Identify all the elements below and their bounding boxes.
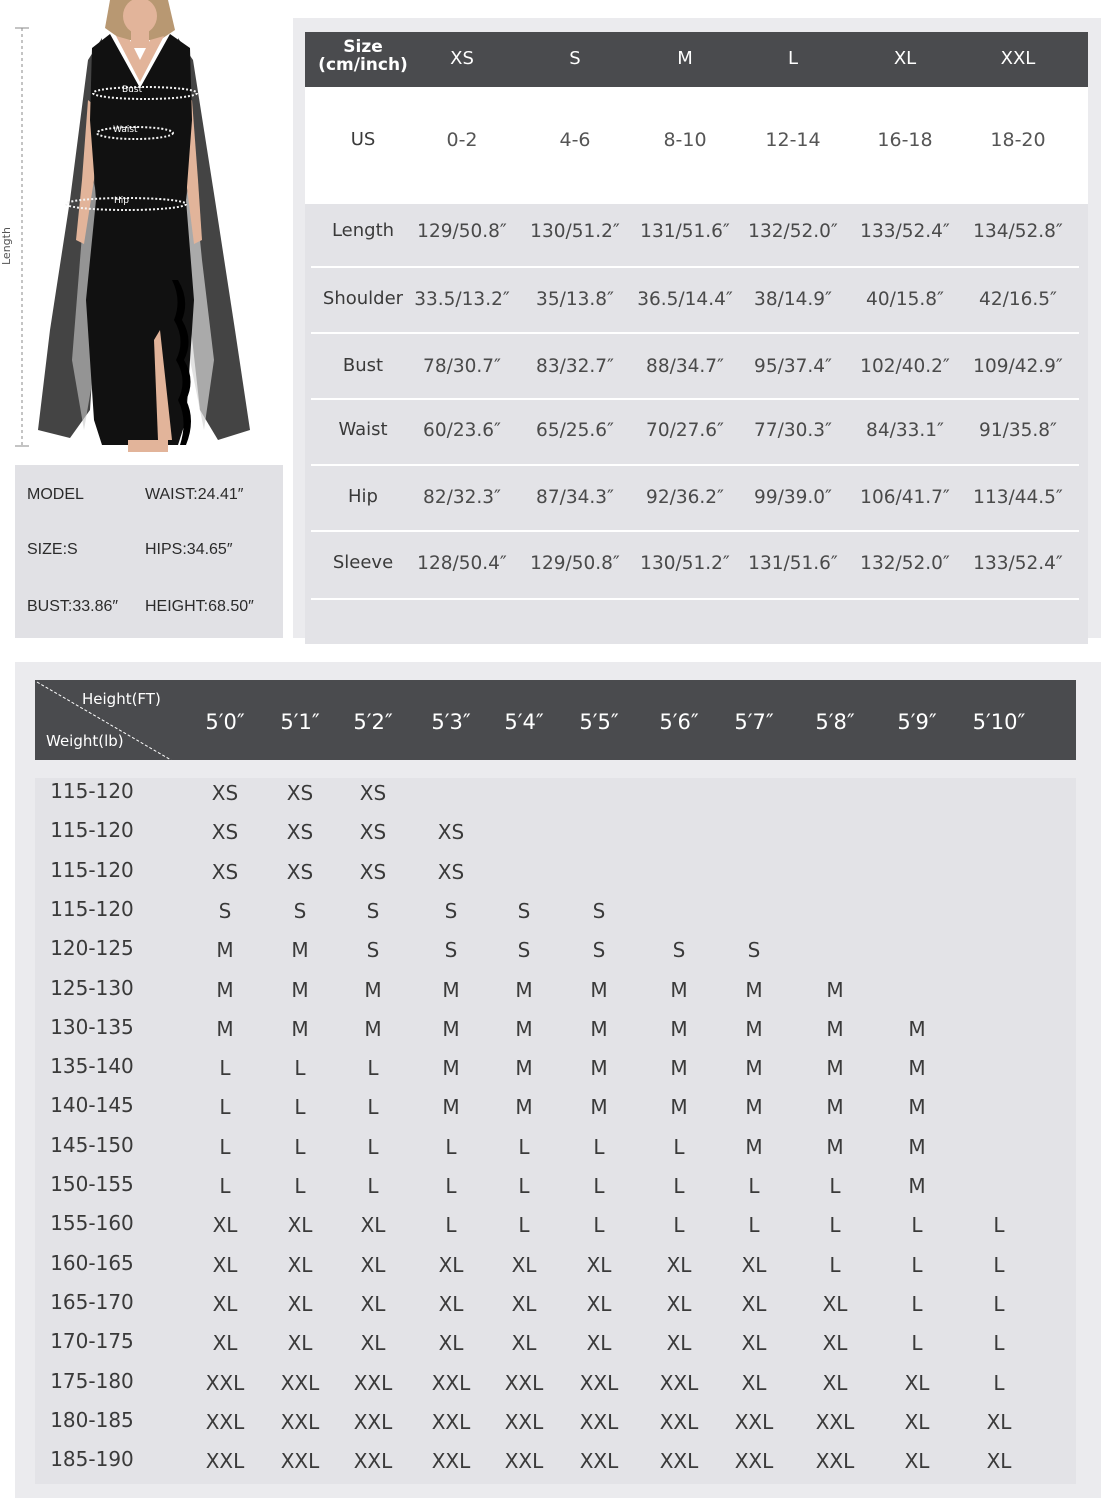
size-recommendation-cell: L: [593, 1213, 605, 1237]
size-header-label: Size (cm/inch): [318, 37, 408, 75]
size-recommendation-cell: L: [219, 1135, 231, 1159]
size-recommendation-cell: M: [745, 1095, 763, 1119]
weight-label: 165-170: [50, 1290, 134, 1314]
hip-label: Hip: [114, 196, 129, 206]
size-recommendation-cell: M: [442, 1095, 460, 1119]
size-recommendation-cell: XXL: [280, 1449, 320, 1473]
height-header: 5′6″: [659, 710, 699, 734]
size-recommendation-cell: XL: [287, 1213, 313, 1237]
size-chart-panel: [293, 18, 1101, 638]
size-recommendation-cell: XL: [822, 1292, 848, 1316]
row-label-length: Length: [331, 220, 395, 241]
size-recommendation-cell: M: [442, 1056, 460, 1080]
row-label-hip: Hip: [348, 486, 378, 507]
size-recommendation-cell: XXL: [579, 1410, 619, 1434]
model-label: MODEL: [27, 486, 84, 503]
size-recommendation-cell: S: [444, 938, 458, 962]
bust-label: Bust: [122, 85, 143, 95]
size-recommendation-cell: XXL: [659, 1449, 699, 1473]
size-recommendation-cell: L: [993, 1331, 1005, 1355]
size-recommendation-cell: XXL: [431, 1449, 471, 1473]
measurement-cell: 60/23.6″: [423, 420, 501, 441]
measurement-cell: 82/32.3″: [423, 487, 501, 508]
measurement-cell: 130/51.2″: [530, 221, 620, 242]
size-recommendation-cell: XXL: [205, 1449, 245, 1473]
size-recommendation-cell: L: [219, 1056, 231, 1080]
length-label: Length: [0, 227, 13, 265]
size-header-m: M: [677, 48, 693, 69]
weight-label: 155-160: [50, 1211, 134, 1235]
size-chart-header: [305, 32, 1088, 87]
size-header-s: S: [569, 48, 581, 69]
row-divider: [311, 530, 1079, 532]
model-height: HEIGHT:68.50″: [145, 598, 254, 615]
size-recommendation-cell: XL: [438, 1292, 464, 1316]
size-recommendation-cell: M: [826, 1056, 844, 1080]
size-recommendation-cell: XXL: [504, 1410, 544, 1434]
size-recommendation-cell: XL: [586, 1292, 612, 1316]
size-recommendation-cell: L: [445, 1135, 457, 1159]
size-recommendation-cell: XXL: [280, 1410, 320, 1434]
size-recommendation-cell: L: [993, 1253, 1005, 1277]
row-divider: [311, 332, 1079, 334]
model-figure: [0, 0, 285, 462]
measurement-cell: 88/34.7″: [646, 356, 724, 377]
size-recommendation-cell: XL: [511, 1331, 537, 1355]
height-header: 5′9″: [897, 710, 937, 734]
measurement-cell: 132/52.0″: [860, 553, 950, 574]
size-recommendation-cell: L: [911, 1292, 923, 1316]
size-recommendation-cell: XL: [822, 1331, 848, 1355]
row-divider: [311, 598, 1079, 600]
size-recommendation-cell: M: [515, 978, 533, 1002]
size-recommendation-cell: XXL: [431, 1371, 471, 1395]
size-recommendation-cell: S: [293, 899, 307, 923]
size-recommendation-cell: M: [826, 1095, 844, 1119]
size-recommendation-cell: XL: [666, 1292, 692, 1316]
measurement-cell: 91/35.8″: [979, 420, 1057, 441]
size-recommendation-cell: M: [745, 978, 763, 1002]
size-recommendation-cell: M: [291, 1017, 309, 1041]
size-recommendation-cell: XS: [359, 781, 387, 805]
size-recommendation-cell: M: [670, 978, 688, 1002]
size-recommendation-cell: L: [367, 1135, 379, 1159]
size-recommendation-cell: XL: [666, 1331, 692, 1355]
size-recommendation-cell: M: [515, 1095, 533, 1119]
size-recommendation-cell: M: [826, 1135, 844, 1159]
weight-label: 145-150: [50, 1133, 134, 1157]
size-recommendation-cell: XXL: [734, 1410, 774, 1434]
size-recommendation-cell: L: [993, 1371, 1005, 1395]
size-recommendation-cell: L: [294, 1095, 306, 1119]
size-recommendation-cell: XS: [437, 820, 465, 844]
size-recommendation-cell: L: [518, 1213, 530, 1237]
size-recommendation-cell: XXL: [815, 1449, 855, 1473]
size-recommendation-cell: L: [673, 1213, 685, 1237]
size-recommendation-cell: XXL: [659, 1371, 699, 1395]
size-recommendation-cell: XL: [212, 1213, 238, 1237]
size-recommendation-cell: S: [592, 938, 606, 962]
size-recommendation-cell: XXL: [815, 1410, 855, 1434]
size-recommendation-cell: XL: [360, 1213, 386, 1237]
size-recommendation-cell: L: [993, 1292, 1005, 1316]
size-recommendation-cell: L: [219, 1095, 231, 1119]
us-size-value: 12-14: [765, 129, 821, 151]
measurement-cell: 78/30.7″: [423, 356, 501, 377]
size-recommendation-cell: L: [673, 1174, 685, 1198]
size-recommendation-cell: S: [366, 899, 380, 923]
measurement-cell: 99/39.0″: [754, 487, 832, 508]
measurement-cell: 65/25.6″: [536, 420, 614, 441]
size-recommendation-cell: XL: [904, 1449, 930, 1473]
height-header: 5′10″: [972, 710, 1026, 734]
size-recommendation-cell: XXL: [579, 1449, 619, 1473]
size-recommendation-cell: XL: [586, 1331, 612, 1355]
row-label-sleeve: Sleeve: [332, 552, 394, 573]
size-recommendation-cell: S: [747, 938, 761, 962]
height-header: 5′1″: [280, 710, 320, 734]
weight-label: 115-120: [50, 897, 134, 921]
size-recommendation-cell: XXL: [504, 1371, 544, 1395]
size-recommendation-cell: M: [908, 1095, 926, 1119]
size-recommendation-cell: M: [216, 978, 234, 1002]
size-recommendation-cell: XXL: [205, 1371, 245, 1395]
us-label: US: [350, 129, 376, 150]
measurement-cell: 133/52.4″: [973, 553, 1063, 574]
height-header: 5′8″: [815, 710, 855, 734]
size-recommendation-cell: XXL: [353, 1410, 393, 1434]
measurement-cell: 83/32.7″: [536, 356, 614, 377]
weight-label: 150-155: [50, 1172, 134, 1196]
dress-illustration: [0, 0, 285, 462]
size-recommendation-cell: M: [908, 1017, 926, 1041]
size-recommendation-cell: XL: [904, 1371, 930, 1395]
us-size-value: 4-6: [559, 129, 591, 151]
measurement-cell: 36.5/14.4″: [637, 289, 733, 310]
measurement-cell: 134/52.8″: [973, 221, 1063, 242]
size-recommendation-cell: XXL: [734, 1449, 774, 1473]
size-recommendation-cell: M: [908, 1135, 926, 1159]
size-recommendation-cell: XS: [437, 860, 465, 884]
size-recommendation-cell: L: [294, 1135, 306, 1159]
size-recommendation-cell: L: [294, 1056, 306, 1080]
size-recommendation-cell: XXL: [205, 1410, 245, 1434]
size-recommendation-cell: XL: [741, 1331, 767, 1355]
size-recommendation-cell: L: [367, 1056, 379, 1080]
measurement-cell: 106/41.7″: [860, 487, 950, 508]
size-recommendation-cell: L: [829, 1174, 841, 1198]
weight-label: 120-125: [50, 936, 134, 960]
size-recommendation-cell: XL: [986, 1449, 1012, 1473]
size-header-xs: XS: [450, 48, 474, 69]
size-recommendation-cell: L: [911, 1213, 923, 1237]
measurement-cell: 92/36.2″: [646, 487, 724, 508]
size-recommendation-cell: XXL: [504, 1449, 544, 1473]
weight-label: 130-135: [50, 1015, 134, 1039]
us-size-value: 0-2: [446, 129, 478, 151]
height-header: 5′5″: [579, 710, 619, 734]
measurement-cell: 35/13.8″: [536, 289, 614, 310]
size-recommendation-cell: XL: [287, 1292, 313, 1316]
size-recommendation-cell: XS: [359, 860, 387, 884]
size-recommendation-cell: M: [590, 1095, 608, 1119]
weight-label: 160-165: [50, 1251, 134, 1275]
size-recommendation-cell: M: [908, 1174, 926, 1198]
size-recommendation-cell: M: [364, 1017, 382, 1041]
size-recommendation-cell: M: [590, 978, 608, 1002]
size-header-xl: XL: [893, 48, 917, 69]
size-recommendation-cell: L: [829, 1213, 841, 1237]
size-recommendation-cell: L: [911, 1331, 923, 1355]
size-recommendation-cell: L: [748, 1174, 760, 1198]
model-hips: HIPS:34.65″: [145, 541, 233, 558]
size-recommendation-cell: M: [826, 1017, 844, 1041]
size-recommendation-cell: L: [593, 1174, 605, 1198]
size-recommendation-cell: S: [517, 938, 531, 962]
size-recommendation-cell: XL: [986, 1410, 1012, 1434]
measurement-cell: 131/51.6″: [748, 553, 838, 574]
weight-label: 115-120: [50, 858, 134, 882]
size-recommendation-cell: M: [670, 1095, 688, 1119]
size-recommendation-cell: L: [829, 1253, 841, 1277]
size-recommendation-cell: M: [670, 1017, 688, 1041]
size-recommendation-cell: M: [442, 1017, 460, 1041]
size-recommendation-cell: M: [515, 1017, 533, 1041]
model-bust: BUST:33.86″: [27, 598, 119, 615]
measurement-cell: 133/52.4″: [860, 221, 950, 242]
size-recommendation-cell: M: [590, 1017, 608, 1041]
measurement-cell: 33.5/13.2″: [414, 289, 510, 310]
weight-label: 115-120: [50, 779, 134, 803]
size-recommendation-cell: M: [590, 1056, 608, 1080]
measurement-cell: 132/52.0″: [748, 221, 838, 242]
measurement-cell: 70/27.6″: [646, 420, 724, 441]
us-size-value: 18-20: [990, 129, 1046, 151]
corner-height-label: Height(FT): [82, 690, 161, 708]
measurement-cell: 109/42.9″: [973, 356, 1063, 377]
height-header: 5′4″: [504, 710, 544, 734]
measurement-cell: 131/51.6″: [640, 221, 730, 242]
weight-label: 170-175: [50, 1329, 134, 1353]
size-recommendation-cell: XL: [666, 1253, 692, 1277]
size-recommendation-cell: XL: [287, 1331, 313, 1355]
height-header: 5′2″: [353, 710, 393, 734]
height-header: 5′7″: [734, 710, 774, 734]
row-divider: [311, 266, 1079, 268]
measurement-cell: 129/50.8″: [417, 221, 507, 242]
size-recommendation-cell: M: [442, 978, 460, 1002]
size-recommendation-cell: L: [367, 1174, 379, 1198]
size-recommendation-cell: M: [826, 978, 844, 1002]
size-recommendation-cell: L: [593, 1135, 605, 1159]
size-recommendation-cell: L: [993, 1213, 1005, 1237]
model-info-panel: [15, 465, 283, 638]
size-recommendation-cell: XL: [586, 1253, 612, 1277]
size-recommendation-cell: M: [291, 978, 309, 1002]
weight-label: 135-140: [50, 1054, 134, 1078]
measurement-cell: 40/15.8″: [866, 289, 944, 310]
model-waist: WAIST:24.41″: [145, 486, 244, 503]
size-recommendation-cell: XXL: [579, 1371, 619, 1395]
height-header: 5′0″: [205, 710, 245, 734]
size-recommendation-cell: XL: [741, 1292, 767, 1316]
size-recommendation-cell: XS: [359, 820, 387, 844]
measurement-cell: 129/50.8″: [530, 553, 620, 574]
size-recommendation-cell: L: [445, 1213, 457, 1237]
size-recommendation-cell: XXL: [353, 1371, 393, 1395]
size-recommendation-cell: XXL: [659, 1410, 699, 1434]
waist-label: Waist: [113, 125, 138, 135]
size-recommendation-cell: XL: [438, 1331, 464, 1355]
size-recommendation-cell: XL: [438, 1253, 464, 1277]
size-recommendation-cell: XL: [741, 1371, 767, 1395]
size-recommendation-cell: XL: [212, 1292, 238, 1316]
measurement-cell: 113/44.5″: [973, 487, 1063, 508]
size-recommendation-cell: L: [219, 1174, 231, 1198]
size-recommendation-cell: S: [672, 938, 686, 962]
size-recommendation-cell: XS: [211, 820, 239, 844]
measurement-cell: 77/30.3″: [754, 420, 832, 441]
size-recommendation-cell: S: [592, 899, 606, 923]
size-recommendation-cell: M: [745, 1135, 763, 1159]
size-recommendation-cell: XL: [360, 1292, 386, 1316]
size-recommendation-cell: M: [291, 938, 309, 962]
row-divider: [311, 398, 1079, 400]
weight-label: 115-120: [50, 818, 134, 842]
size-recommendation-cell: XXL: [280, 1371, 320, 1395]
size-recommendation-cell: L: [911, 1253, 923, 1277]
size-recommendation-cell: M: [670, 1056, 688, 1080]
us-size-value: 16-18: [877, 129, 933, 151]
measurement-cell: 128/50.4″: [417, 553, 507, 574]
size-recommendation-cell: XL: [511, 1253, 537, 1277]
weight-label: 125-130: [50, 976, 134, 1000]
size-recommendation-cell: XS: [286, 781, 314, 805]
size-recommendation-cell: L: [673, 1135, 685, 1159]
row-divider: [311, 464, 1079, 466]
size-recommendation-cell: S: [444, 899, 458, 923]
size-recommendation-cell: M: [364, 978, 382, 1002]
measurement-cell: 130/51.2″: [640, 553, 730, 574]
size-recommendation-cell: XS: [211, 781, 239, 805]
size-recommendation-cell: XL: [360, 1253, 386, 1277]
size-recommendation-cell: S: [517, 899, 531, 923]
row-label-bust: Bust: [342, 355, 384, 376]
weight-label: 180-185: [50, 1408, 134, 1432]
measurement-cell: 102/40.2″: [860, 356, 950, 377]
corner-weight-label: Weight(lb): [46, 732, 124, 750]
size-recommendation-cell: XL: [741, 1253, 767, 1277]
weight-label: 140-145: [50, 1093, 134, 1117]
size-header-l: L: [787, 48, 799, 69]
size-recommendation-cell: L: [748, 1213, 760, 1237]
size-recommendation-cell: S: [218, 899, 232, 923]
size-recommendation-cell: L: [445, 1174, 457, 1198]
size-recommendation-cell: XL: [360, 1331, 386, 1355]
measurement-cell: 95/37.4″: [754, 356, 832, 377]
size-recommendation-cell: M: [745, 1017, 763, 1041]
height-header: 5′3″: [431, 710, 471, 734]
size-recommendation-cell: M: [216, 1017, 234, 1041]
size-recommendation-cell: XL: [904, 1410, 930, 1434]
size-recommendation-cell: XL: [287, 1253, 313, 1277]
size-recommendation-cell: L: [367, 1095, 379, 1119]
size-chart-table: [305, 32, 1088, 644]
size-recommendation-cell: XS: [211, 860, 239, 884]
size-recommendation-cell: M: [515, 1056, 533, 1080]
weight-label: 185-190: [50, 1447, 134, 1471]
size-recommendation-cell: M: [216, 938, 234, 962]
size-recommendation-cell: L: [518, 1174, 530, 1198]
weight-label: 175-180: [50, 1369, 134, 1393]
size-recommendation-cell: XL: [511, 1292, 537, 1316]
size-recommendation-cell: XL: [212, 1253, 238, 1277]
row-label-waist: Waist: [338, 419, 388, 440]
measurement-cell: 42/16.5″: [979, 289, 1057, 310]
row-label-shoulder: Shoulder: [322, 288, 404, 309]
size-recommendation-cell: XL: [212, 1331, 238, 1355]
measurement-cell: 87/34.3″: [536, 487, 614, 508]
size-recommendation-cell: XL: [822, 1371, 848, 1395]
size-recommendation-cell: M: [908, 1056, 926, 1080]
size-recommendation-cell: XXL: [431, 1410, 471, 1434]
size-recommendation-cell: XXL: [353, 1449, 393, 1473]
measurement-cell: 84/33.1″: [866, 420, 944, 441]
size-header-xxl: XXL: [1000, 48, 1036, 69]
us-size-value: 8-10: [663, 129, 707, 151]
size-recommendation-cell: XS: [286, 860, 314, 884]
size-recommendation-cell: L: [518, 1135, 530, 1159]
measurement-cell: 38/14.9″: [754, 289, 832, 310]
size-recommendation-cell: XS: [286, 820, 314, 844]
size-recommendation-cell: M: [745, 1056, 763, 1080]
size-recommendation-cell: L: [294, 1174, 306, 1198]
model-size: SIZE:S: [27, 541, 78, 558]
size-recommendation-cell: S: [366, 938, 380, 962]
